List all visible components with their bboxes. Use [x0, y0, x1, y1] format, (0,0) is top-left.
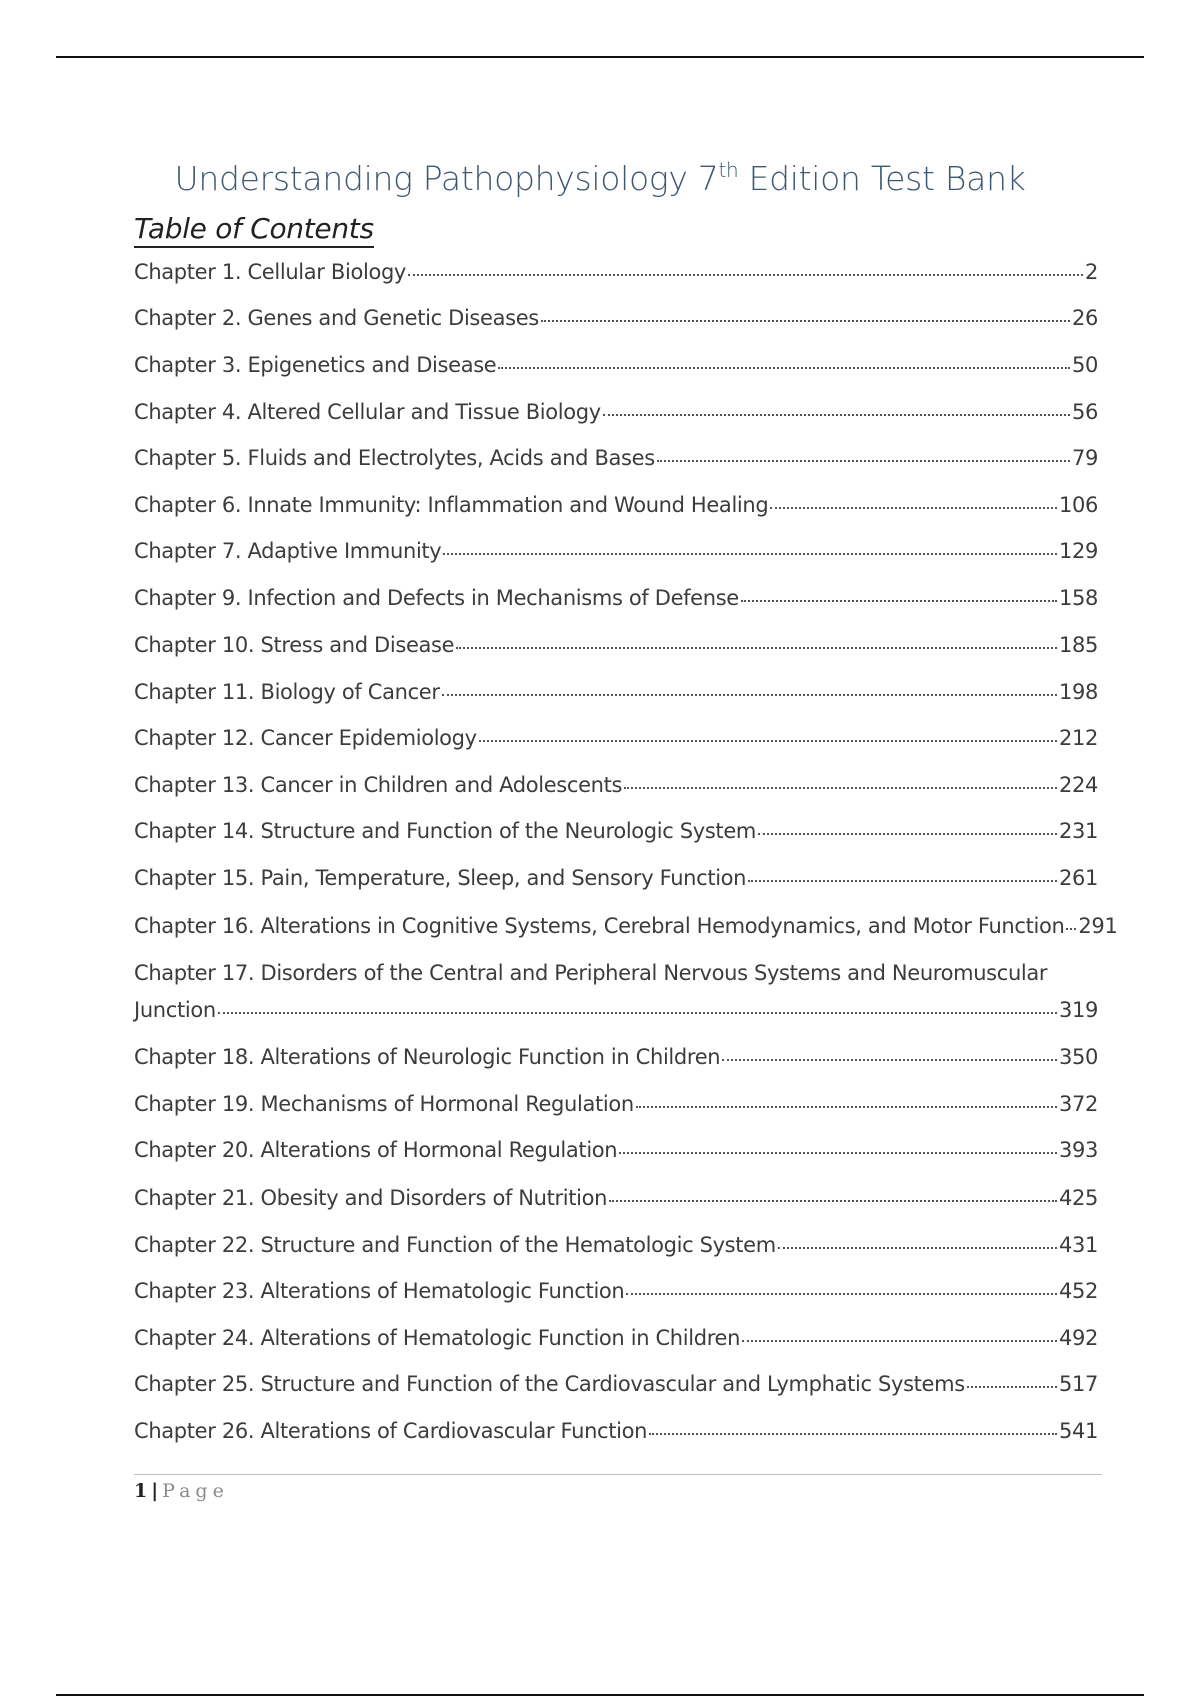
toc-entry-page: 198	[1058, 680, 1098, 704]
toc-entry-page: 425	[1058, 1186, 1098, 1210]
toc-leader-dots	[967, 1386, 1057, 1388]
title-rest: Edition Test Bank	[738, 159, 1026, 198]
toc-entry[interactable]	[134, 1277, 1098, 1305]
toc-entry[interactable]	[134, 631, 1098, 659]
toc-entry-page: 212	[1058, 726, 1098, 750]
toc-entry-page: 393	[1058, 1138, 1098, 1162]
toc-entry[interactable]	[134, 1417, 1098, 1445]
toc-leader-dots	[770, 507, 1057, 509]
toc-entry-page: 185	[1058, 633, 1098, 657]
toc-entry-page: 431	[1058, 1233, 1098, 1257]
toc-entry-page: 79	[1071, 446, 1098, 470]
toc-leader-dots	[456, 647, 1057, 649]
toc-entry-label: Chapter 21. Obesity and Disorders of Nutrition	[134, 1186, 608, 1210]
toc-leader-dots	[741, 600, 1057, 602]
toc-entry[interactable]	[134, 351, 1098, 379]
toc-entry-page: 50	[1071, 353, 1098, 377]
toc-entry-page: 26	[1071, 306, 1098, 330]
toc-entry-label: Chapter 10. Stress and Disease	[134, 633, 455, 657]
toc-leader-dots	[657, 460, 1070, 462]
toc-entry-page: 492	[1058, 1326, 1098, 1350]
toc-leader-dots	[218, 1012, 1057, 1014]
toc-entry[interactable]	[134, 912, 1118, 940]
toc-leader-dots	[742, 1340, 1057, 1342]
toc-entry-label: Chapter 26. Alterations of Cardiovascular Function	[134, 1419, 648, 1443]
toc-entry[interactable]	[134, 304, 1098, 332]
toc-leader-dots	[626, 1293, 1057, 1295]
toc-entry-page: 291	[1078, 914, 1118, 938]
toc-entry-label: Chapter 9. Infection and Defects in Mechanisms of Defense	[134, 586, 739, 610]
toc-entry-label: Chapter 25. Structure and Function of the Cardiovascular and Lymphatic Systems	[134, 1372, 965, 1396]
page-footer	[134, 1480, 229, 1502]
toc-leader-dots	[649, 1433, 1057, 1435]
toc-entry[interactable]	[134, 1043, 1098, 1071]
toc-entry-label: Junction	[134, 998, 216, 1022]
toc-entry[interactable]	[134, 584, 1098, 612]
toc-entry[interactable]	[134, 491, 1098, 519]
toc-entry-label: Chapter 22. Structure and Function of the Hematologic System	[134, 1233, 776, 1257]
toc-entry-page: 129	[1058, 539, 1098, 563]
toc-leader-dots	[748, 880, 1057, 882]
toc-entry-page: 158	[1058, 586, 1098, 610]
toc-entry-label: Chapter 1. Cellular Biology	[134, 260, 406, 284]
toc-entry[interactable]	[134, 771, 1098, 799]
toc-leader-dots	[603, 414, 1070, 416]
toc-leader-dots	[479, 740, 1057, 742]
toc-entry-label: Chapter 12. Cancer Epidemiology	[134, 726, 477, 750]
toc-entry-label: Chapter 5. Fluids and Electrolytes, Acids and Bases	[134, 446, 655, 470]
document-title	[0, 158, 1200, 198]
toc-entry-page: 350	[1058, 1045, 1098, 1069]
toc-leader-dots	[722, 1059, 1057, 1061]
toc-entry-page: 452	[1058, 1279, 1098, 1303]
toc-entry[interactable]	[134, 1090, 1098, 1118]
toc-leader-dots	[408, 274, 1083, 276]
toc-entry-page: 261	[1058, 866, 1098, 890]
top-rule	[56, 56, 1144, 58]
toc-entry-label: Chapter 4. Altered Cellular and Tissue Biology	[134, 400, 601, 424]
toc-entry-label: Chapter 7. Adaptive Immunity	[134, 539, 442, 563]
toc-entry[interactable]	[134, 258, 1098, 286]
toc-entry[interactable]	[134, 1370, 1098, 1398]
toc-entry-page: 2	[1084, 260, 1098, 284]
toc-leader-dots	[624, 787, 1057, 789]
toc-entry[interactable]	[134, 678, 1098, 706]
toc-entry[interactable]	[134, 1184, 1098, 1212]
toc-entry[interactable]	[134, 959, 1098, 1024]
toc-entry-label: Chapter 19. Mechanisms of Hormonal Regulation	[134, 1092, 634, 1116]
toc-entry-label: Chapter 20. Alterations of Hormonal Regulation	[134, 1138, 618, 1162]
footer-separator: |	[151, 1480, 159, 1502]
footer-page-number: 1	[134, 1480, 148, 1502]
toc-entry-label: Chapter 23. Alterations of Hematologic Function	[134, 1279, 625, 1303]
toc-entry[interactable]	[134, 537, 1098, 565]
toc-entry[interactable]	[134, 724, 1098, 752]
toc-leader-dots	[1066, 928, 1076, 930]
toc-leader-dots	[609, 1200, 1057, 1202]
title-superscript: th	[718, 158, 739, 182]
toc-entry-label: Chapter 14. Structure and Function of the Neurologic System	[134, 819, 756, 843]
toc-leader-dots	[442, 694, 1057, 696]
toc-entry-label: Chapter 11. Biology of Cancer	[134, 680, 440, 704]
toc-entry-label: Chapter 18. Alterations of Neurologic Function in Children	[134, 1045, 721, 1069]
bottom-rule	[56, 1694, 1144, 1696]
toc-entry-page: 541	[1058, 1419, 1098, 1443]
toc-entry-label: Chapter 3. Epigenetics and Disease	[134, 353, 497, 377]
toc-leader-dots	[758, 833, 1057, 835]
toc-entry-page: 319	[1058, 998, 1098, 1022]
footer-page-label: Page	[162, 1480, 229, 1502]
toc-entry[interactable]	[134, 817, 1098, 845]
toc-leader-dots	[541, 320, 1070, 322]
toc-entry[interactable]	[134, 1136, 1098, 1164]
toc-entry-label: Chapter 13. Cancer in Children and Adolescents	[134, 773, 623, 797]
toc-entry[interactable]	[134, 864, 1098, 892]
toc-entry-page: 224	[1058, 773, 1098, 797]
title-main: Understanding Pathophysiology 7	[174, 159, 719, 198]
toc-entry-page: 106	[1058, 493, 1098, 517]
toc-entry-page: 372	[1058, 1092, 1098, 1116]
toc-entry-label: Chapter 24. Alterations of Hematologic Function in Children	[134, 1326, 741, 1350]
toc-entry-page: 56	[1071, 400, 1098, 424]
toc-leader-dots	[498, 367, 1070, 369]
toc-heading: Table of Contents	[134, 212, 374, 248]
toc-entry-label: Chapter 6. Innate Immunity: Inflammation and Wound Healing	[134, 493, 769, 517]
footer-rule	[134, 1474, 1102, 1475]
toc-entry-page: 517	[1058, 1372, 1098, 1396]
toc-entry[interactable]	[134, 1231, 1098, 1259]
toc-entry-label: Chapter 2. Genes and Genetic Diseases	[134, 306, 539, 330]
toc-entry-label-line1: Chapter 17. Disorders of the Central and Peripheral Nervous Systems and Neuromuscular	[134, 961, 1048, 985]
toc-entry-label: Chapter 15. Pain, Temperature, Sleep, and Sensory Function	[134, 866, 747, 890]
toc-leader-dots	[636, 1106, 1057, 1108]
toc-leader-dots	[778, 1247, 1057, 1249]
toc-entry-label: Chapter 16. Alterations in Cognitive Systems, Cerebral Hemodynamics, and Motor Function	[134, 914, 1065, 938]
toc-leader-dots	[619, 1152, 1057, 1154]
toc-leader-dots	[443, 553, 1057, 555]
toc-entry[interactable]	[134, 398, 1098, 426]
toc-entry[interactable]	[134, 444, 1098, 472]
toc-entry-page: 231	[1058, 819, 1098, 843]
toc-entry[interactable]	[134, 1324, 1098, 1352]
